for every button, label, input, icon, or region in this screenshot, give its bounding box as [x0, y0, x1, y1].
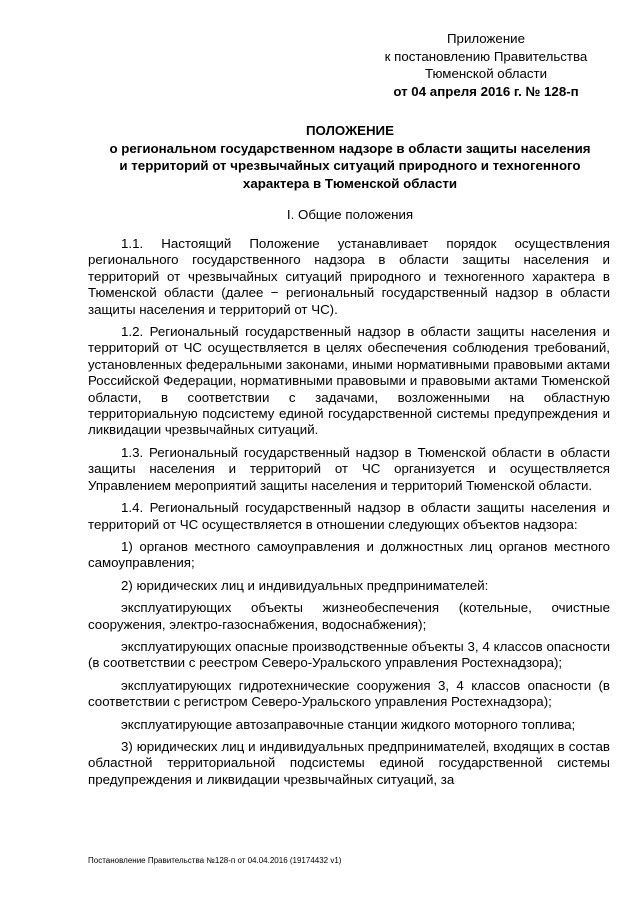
paragraph-1-1: 1.1. Настоящий Положение устанавливает порядок осуществления регионального государственного надзора в области защиты населения и территорий от чрезвычайных ситуаций природного и техногенного характера в Тюменской области (далее − региональный государственный надзор в области защиты населения и территорий от ЧС). [88, 236, 610, 317]
appendix-block [356, 30, 616, 100]
section-heading: I. Общие положения [286, 207, 414, 222]
paragraph-1-4: 1.4. Региональный государственный надзор в области защиты населения и территорий от ЧС осуществляется в отношении следующих объектов надзора: [88, 500, 610, 532]
appendix-date-number: от 04 апреля 2016 г. № 128-п [393, 83, 579, 99]
list-item-3: 3) юридических лиц и индивидуальных предпринимателей, входящих в состав областной территориальной подсистемы единой государственной системы предупреждения и ликвидации чрезвычайных ситуаций, за [88, 738, 610, 787]
document-title [90, 122, 610, 192]
title-line-2: и территорий от чрезвычайных ситуаций природного и техногенного [119, 158, 581, 173]
paragraph-1-3: 1.3. Региональный государственный надзор в Тюменской области в области защиты населения и территорий от ЧС организуется и осуществляется Управлением мероприятий защиты населения и территорий Тюменской области. [88, 444, 610, 493]
list-subitem-life-support: эксплуатирующих объекты жизнеобеспечения (котельные, очистные сооружения, электро-газоснабжения, водоснабжения); [88, 600, 610, 632]
paragraph-1-2: 1.2. Региональный государственный надзор в области защиты населения и территорий от ЧС осуществляется в целях обеспечения соблюдения требований, установленных федеральными законами, иными нормативными правовыми актами Российской Федерации, нормативными правовыми и правовыми актами Тюменской области, в соответствии с задачами, возложенными на областную территориальную подсистему единой государственной системы предупреждения и ликвидации чрезвычайных ситуаций. [88, 324, 610, 438]
document-body [88, 236, 610, 794]
appendix-label: Приложение [447, 31, 525, 46]
title-heading: ПОЛОЖЕНИЕ [306, 123, 394, 138]
list-subitem-hazardous-facilities: эксплуатирующих опасные производственные объекты 3, 4 классов опасности (в соответствии с реестром Северо-Уральского управления Ростехнадзора); [88, 638, 610, 671]
appendix-region: Тюменской области [424, 66, 548, 81]
list-item-1: 1) органов местного самоуправления и должностных лиц органов местного самоуправления; [88, 538, 610, 571]
appendix-decree-ref: к постановлению Правительства [384, 48, 588, 64]
list-item-2: 2) юридических лиц и индивидуальных предпринимателей: [121, 577, 489, 593]
list-subitem-fuel-stations: эксплуатирующие автозаправочные станции жидкого моторного топлива; [121, 716, 576, 732]
list-subitem-hydraulic-structures: эксплуатирующих гидротехнические сооружения 3, 4 классов опасности (в соответствии с регистром Северо-Уральского управления Ростехнадзора); [88, 677, 610, 710]
title-line-1: о региональном государственном надзоре в области защиты населения [109, 140, 591, 156]
title-line-3: характера в Тюменской области [242, 175, 458, 191]
page-footer: Постановление Правительства №128-п от 04.04.2016 (19174432 v1) [88, 856, 342, 865]
